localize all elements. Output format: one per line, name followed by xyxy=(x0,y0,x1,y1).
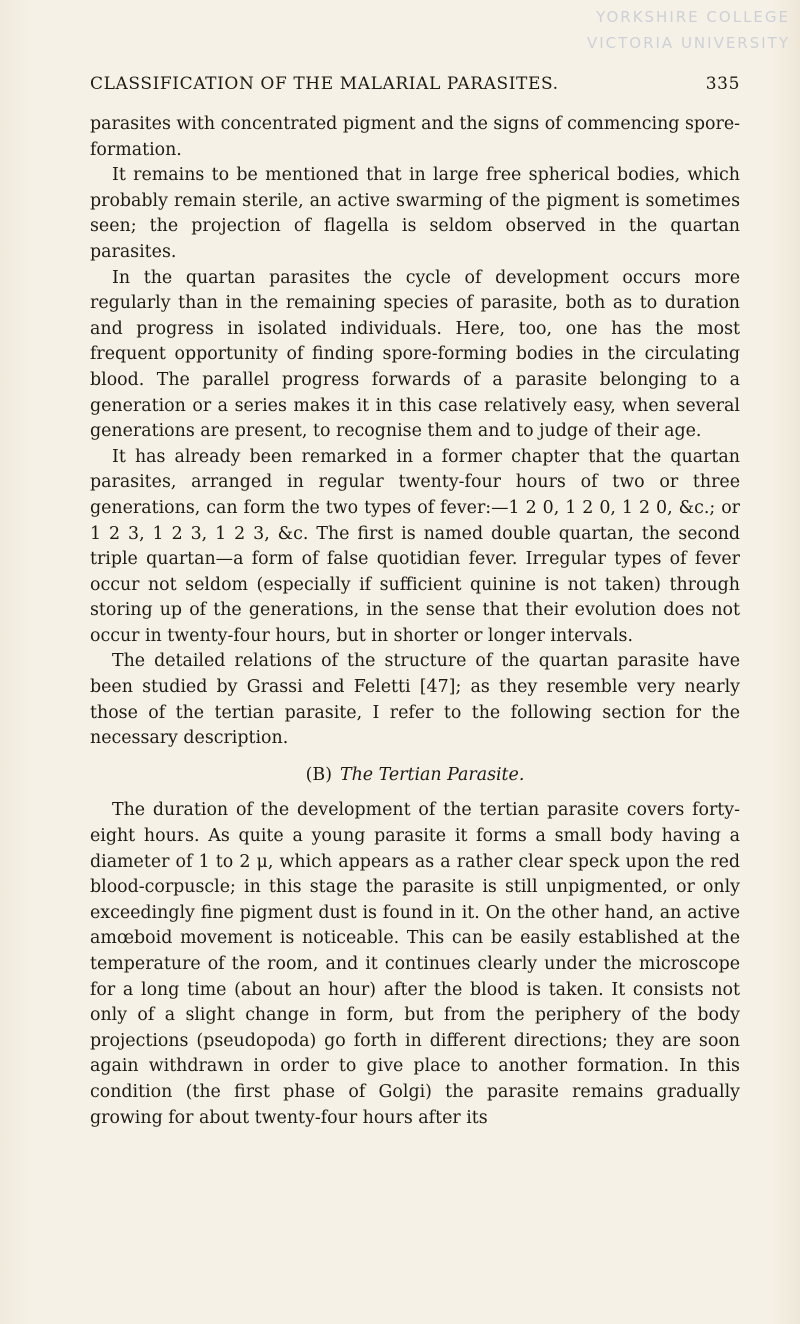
paragraph-cycle: In the quartan parasites the cycle of development occurs more regularly than in the remaining species of parasite, both as to duration and progress in isolated individuals. Here, too, one has the most frequent opportunity of finding spore-forming bodies in the circulating blood. The parallel progress forwards of a parasite belonging to a generation or a series makes it in this case relatively easy, when several generations are present, to recognise them and to judge of their age. xyxy=(90,267,740,442)
paragraph-tertian: The duration of the development of the tertian parasite covers forty-eight hours. As quite a young parasite it forms a small body having a diameter of 1 to 2 μ, which appears as a rather clear speck upon the red blood-corpuscle; in this stage the parasite is still unpigmented, or only exceedingly fine pigment dust is found in it. On the other hand, an active amœboid movement is noticeable. This can be easily established at the temperature of the room, and it continues clearly under the microscope for a long time (about an hour) after the blood is taken. It consists not only of a slight change in form, but from the periphery of the body projections (pseudopoda) go forth in different directions; they are soon again withdrawn in order to give place to another formation. In this condition (the first phase of Golgi) the parasite remains gradually growing for about twenty-four hours after its xyxy=(90,800,740,1128)
section-heading xyxy=(90,763,740,789)
paragraph-fever-types: It has already been remarked in a former chapter that the quartan parasites, arranged in regular twenty-four hours of two or three generations, can form the two types of fever:—1 2 0, 1 2 0, 1 2 0, &c.; or 1 2 3, 1 2 3, 1 2 3, &c. The first is named double quartan, the second triple quartan—a form of false quotidian fever. Irregular types of fever occur not seldom (especially if sufficient quinine is not taken) through storing up of the generations, in the sense that their evolution does not occur in twenty-four hours, but in shorter or longer intervals. xyxy=(90,446,740,646)
section-title: The Tertian Parasite. xyxy=(339,764,525,785)
stamp-line-2: VICTORIA UNIVERSITY xyxy=(586,34,790,52)
running-header xyxy=(90,74,740,100)
library-stamp xyxy=(587,4,790,56)
page-number: 335 xyxy=(705,74,740,94)
paragraph-structure: The detailed relations of the structure of the quartan parasite have been studied by Grassi and Feletti [47]; as they resemble very nearly those of the tertian parasite, I refer to the following section for the necessary description. xyxy=(90,651,740,749)
section-label: (B) xyxy=(305,764,332,785)
running-title: CLASSIFICATION OF THE MALARIAL PARASITES. xyxy=(90,74,559,94)
paragraph-continuation: parasites with concentrated pigment and the signs of commencing spore-formation. xyxy=(90,114,740,160)
stamp-line-1: YORKSHIRE COLLEGE xyxy=(596,8,790,26)
body-text xyxy=(90,112,740,1131)
paragraph-flagella: It remains to be mentioned that in large free spherical bodies, which probably remain sterile, an active swarming of the pigment is sometimes seen; the projection of flagella is seldom observed in the quartan parasites. xyxy=(90,165,740,262)
